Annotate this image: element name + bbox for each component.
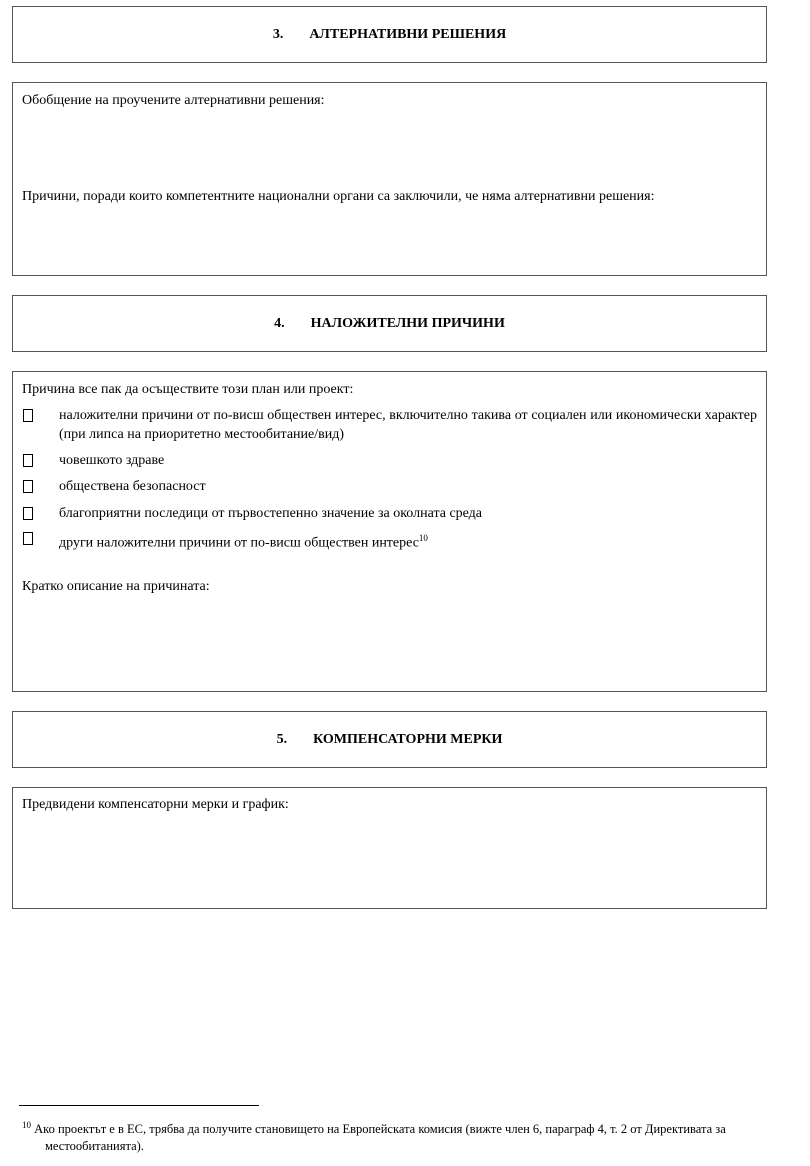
reason-option[interactable]: други наложителни причини от по-висш обществен интерес$^{10}$ [22, 529, 757, 553]
footnote-separator [19, 1105, 259, 1106]
reason-option[interactable]: обществена безопасност [22, 477, 757, 496]
section-title: АЛТЕРНАТИВНИ РЕШЕНИЯ [309, 26, 507, 42]
section-number: 3. [272, 26, 284, 42]
checkbox[interactable] [23, 532, 33, 545]
no-alternatives-reasons-label: Причини, поради които компетентните национални органи са заключили, че няма алтернативни решения: [22, 189, 655, 204]
section-title: НАЛОЖИТЕЛНИ ПРИЧИНИ [310, 315, 505, 331]
section-3-body [12, 82, 767, 276]
description-label: Кратко описание на причината: [22, 579, 210, 594]
reason-option[interactable]: човешкото здраве [22, 451, 757, 470]
checkbox[interactable] [23, 480, 33, 493]
section-5-header [12, 711, 767, 768]
measures-label: Предвидени компенсаторни мерки и график: [22, 797, 289, 812]
checkbox[interactable] [23, 409, 33, 422]
section-5-body [12, 787, 767, 909]
section-4-body [12, 371, 767, 692]
section-number: 5. [276, 731, 288, 747]
section-title: КОМПЕНСАТОРНИ МЕРКИ [313, 731, 503, 747]
section-number: 4. [274, 315, 285, 331]
section-3-header [12, 6, 767, 63]
footnote-ref[interactable]: 10 [418, 533, 428, 543]
reason-question: Причина все пак да осъществите този план или проект: [22, 382, 354, 397]
section-4-header [12, 295, 767, 352]
checkbox[interactable] [23, 507, 33, 520]
reason-option[interactable]: наложителни причини от по-висш обществен интерес, включително такива от социален или икономически характер (при липса на приоритетно местообитание/вид) [22, 406, 757, 444]
checkbox[interactable] [23, 454, 33, 467]
reason-option[interactable]: благоприятни последици от първостепенно значение за околната среда [22, 504, 757, 523]
footnote: $^{10}$ Ако проектът е в ЕС, трябва да получите становището на Европейската комисия (вижте член 6, параграф 4, т. 2 от Директивата за местообитанията). [22, 1120, 726, 1154]
alternatives-summary-label: Обобщение на проучените алтернативни решения: [22, 93, 325, 108]
